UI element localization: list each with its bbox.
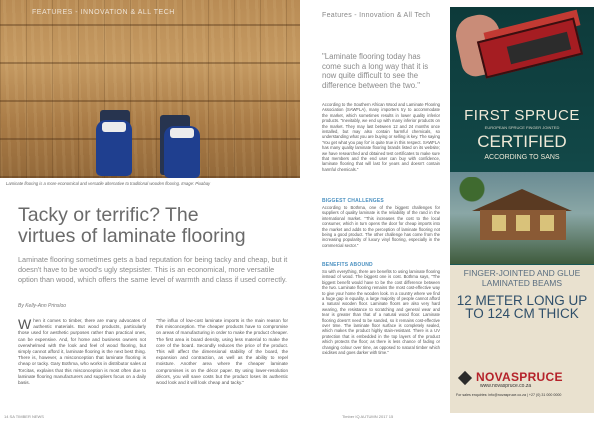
section-tag-left: FEATURES - INNOVATION & ALL TECH [32,9,175,16]
ad-website-link[interactable]: www.novaspruce.co.za [480,383,532,389]
shoe-left-toe [102,122,126,132]
house-roof [472,189,572,211]
ad-certified: CERTIFIED [477,132,567,151]
ad-headline: FIRST SPRUCE [464,107,580,124]
pull-quote: "Laminate flooring today has come such a long way that it is now quite difficult to see the difference between the two." [322,52,429,90]
folio-right: Timber IQ AUTUMN 2017 15 [342,414,394,419]
house-window [516,215,530,231]
body-column-1-text: hen it comes to timber, there are many advocates of authentic materials. But wood products, particularly those used for aesthetic purposes rather than practical ones, can be expensive. And, for home and business owners not overwhelmed with the look and feel of wood flooring, but simply cannot afford it, laminate flooring is the next best thing. There is, however, a misconception that laminate flooring is cheap or tacky. Gary Bothma, who works in distributor sales at Torcitas, explains that this misconception is most often due to laminate flooring manufacturers and suppliers focus on a daily basis. [18,318,146,386]
ad-according: ACCORDING TO SANS [484,154,560,161]
house-window [492,215,506,231]
body-column-1 [18,318,146,386]
shoe-right-toe [170,128,194,138]
feature-photo [0,0,300,178]
article-intro: Laminate flooring sometimes gets a bad reputation for being tacky and cheap, but it doesn't have to be wood's ugly stepsister. This is an economical, more versatile option than wood, which offers the same level of warmth and class if used correctly. [18,255,288,284]
house-window [540,215,554,231]
byline: By Kelly-Ann Prinsloo [18,303,67,309]
ad-finger-jointed: FINGER-JOINTED AND GLUE LAMINATED BEAMS [463,268,581,288]
photo-caption: Laminate flooring is a more economical and versatile alternative to traditional wooden flooring. Image: Pixabay [6,181,211,186]
ad-contacts: For sales enquiries: info@novaspruce.co.za | +27 (0) 31 000 0000 [456,393,562,397]
section-tag-right: Features - Innovation & All Tech [322,12,431,19]
right-paragraph-3: So with everything, there are benefits to using laminate flooring instead of wood. The biggest one is cost. Bothma says, "The biggest benefit would have to be the cost difference between the two. Laminate flooring remains the most cost-effective way to give your home the wooden look. In a country where we find a huge gap in equality, a large majority of people cannot afford a natural wooden floor. Laminate floors are also very hard wearing, the resistance to scratching and general wear and tear is greater than that of a natural wood floor. Laminate flooring doesn't need to be sanded, so it remains cost-effective over time. The laminate floor surface is completely sealed, which makes the product highly stain-resistant. There is a UV protection that is embedded in the top layers of the product which protects the floor; as there is less chance of fading or changing colour over time, as opposed to natural timber which oxidises and goes darker with time." [322,269,440,356]
ad-registration: EUROPEAN SPRUCE FINGER JOINTED [484,125,560,130]
folio-left: 14 SA TIMBER NEWS [4,414,44,419]
drop-cap: W [18,316,32,332]
right-paragraph-1: According to the Southern African Wood and Laminate Flooring Association (SAWFLA), many importers try to accommodate the market, which sometimes results in lower quality inferior products. "Inevitably, we end up with many inferior products on the market. They may last between 12 and 24 months once installed, but may also contain harmful chemicals, so understanding what you are buying or selling is key. The saying 'You get what you pay for' is quite true in this respect. SAWFLA has many quality laminate flooring brands listed on its website; we have researched and obtained test certificates to make sure that members and the end user can buy with confidence, laminate flooring that will last for years and doesn't contain harmful chemicals." [322,102,440,172]
advertisement[interactable] [450,7,594,413]
article-title [18,205,296,247]
subhead-challenges: BIGGEST CHALLENGES [322,198,384,204]
ad-length: 12 METER LONG UP TO 124 CM THICK [456,293,588,321]
title-line-2: virtues of laminate flooring [18,225,246,247]
body-column-2: "The influx of low-cost laminate imports is the main reason for this misconception. The cheaper products have to compromise on areas of manufacturing in order to make the product cheaper. The first area is board density, using less material to make the core of the board. Secondly reduces the price of the product. This will affect the dimensional stability of the board, the expansion and contraction, as well as the ability to repel moisture. Another area where the cheaper laminate compromises is on the décor paper. By using lower-resolution décors, you will save costs but the product loses its authentic wood look and it will look cheap and tacky." [156,318,288,386]
right-paragraph-2: According to Bothma, one of the biggest challenges for suppliers of quality laminate is the reliability of the rand in the international market. "This increases the cost to the local consumer, which in turn opens the door for cheap imports into the market and adds to the perception of laminate flooring not being a good product. The other challenge has come from the increasing popularity of luxury vinyl flooring, especially in the commercial sector." [322,205,440,248]
title-line-1: Tacky or terrific? The [18,204,199,226]
ad-logo[interactable]: NOVASPRUCE [476,370,563,384]
subhead-benefits: BENEFITS ABOUND [322,262,373,268]
